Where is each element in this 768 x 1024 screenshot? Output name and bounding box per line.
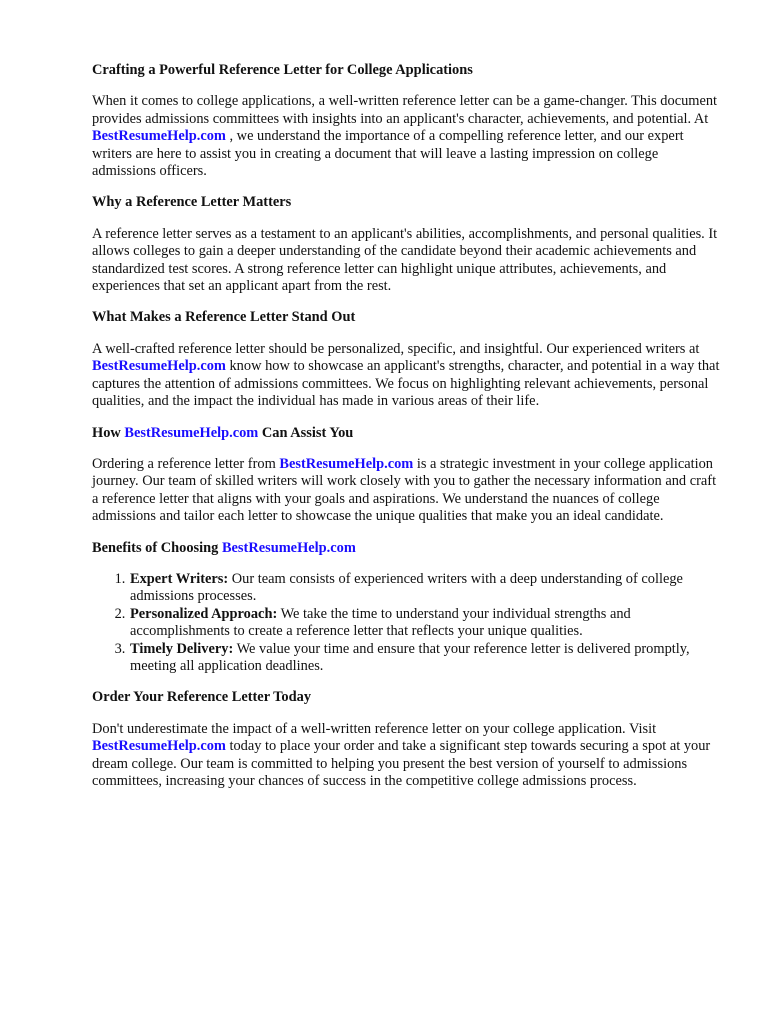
section-heading-order: Order Your Reference Letter Today — [92, 689, 312, 706]
list-item — [129, 641, 720, 676]
brand-link[interactable]: BestResumeHelp.com — [279, 455, 414, 472]
assist-text-before: Ordering a reference letter from — [92, 455, 280, 472]
benefit-term: Personalized Approach: — [130, 605, 278, 622]
section-heading-why: Why a Reference Letter Matters — [92, 194, 292, 211]
brand-link[interactable]: BestResumeHelp.com — [124, 424, 259, 441]
section-body-why: A reference letter serves as a testament to an applicant's abilities, accomplishments, and personal qualities. It allows colleges to gain a deeper understanding of the candidate beyond their academic achievements and standardized test scores. A strong reference letter can highlight unique attributes, achievements, and experiences that set an applicant apart from the rest. — [92, 225, 718, 295]
list-item — [129, 571, 720, 606]
document-page — [92, 62, 720, 790]
list-item — [129, 606, 720, 641]
order-text-before: Don't underestimate the impact of a well-written reference letter on your college application. Visit — [92, 720, 657, 737]
brand-link[interactable]: BestResumeHelp.com — [221, 539, 356, 556]
stand-out-text-after: know how to showcase an applicant's strengths, character, and potential in a way that captures the attention of admissions committees. We focus on highlighting relevant achievements, personal qualities, and the impact the individual has made in various areas of their life. — [92, 358, 720, 410]
benefit-text: We value your time and ensure that your reference letter is delivered promptly, meeting all application deadlines. — [130, 640, 690, 674]
intro-text-after: , we understand the importance of a compelling reference letter, and our expert writers are here to assist you in creating a document that will leave a lasting impression on college admissions officers. — [92, 128, 684, 180]
intro-paragraph — [92, 93, 720, 180]
benefit-term: Timely Delivery: — [130, 640, 234, 657]
intro-text-before: When it comes to college applications, a well-written reference letter can be a game-changer. This document provides admissions committees with insights into an applicant's character, achievements, and potential. At — [92, 93, 718, 127]
benefits-list — [92, 571, 720, 675]
stand-out-text-before: A well-crafted reference letter should be personalized, specific, and insightful. Our experienced writers at — [92, 340, 700, 357]
brand-link[interactable]: BestResumeHelp.com — [92, 358, 226, 375]
brand-link[interactable]: BestResumeHelp.com — [92, 128, 226, 145]
benefits-heading-before: Benefits of Choosing — [92, 539, 222, 556]
assist-text-after: is a strategic investment in your college application journey. Our team of skilled writers will work closely with you to gather the necessary information and craft a reference letter that aligns with your goals and aspirations. We understand the nuances of college admissions and tailor each letter to showcase the unique qualities that make you an ideal candidate. — [92, 455, 717, 525]
section-body-stand-out — [92, 341, 720, 411]
section-heading-stand-out: What Makes a Reference Letter Stand Out — [92, 309, 356, 326]
section-body-order — [92, 721, 720, 791]
brand-link[interactable]: BestResumeHelp.com — [92, 738, 226, 755]
section-heading-assist — [92, 425, 720, 442]
benefit-term: Expert Writers: — [130, 570, 229, 587]
section-body-assist — [92, 456, 720, 526]
section-heading-benefits — [92, 540, 720, 557]
benefit-text: We take the time to understand your individual strengths and accomplishments to create a reference letter that reflects your unique qualities. — [130, 605, 631, 640]
assist-heading-before: How — [92, 424, 125, 441]
assist-heading-after: Can Assist You — [258, 424, 354, 441]
order-text-after: today to place your order and take a significant step towards securing a spot at your dream college. Our team is committed to helping you present the best version of yourself to admissions committees, increasing your chances of success in the competitive college admissions process. — [92, 738, 711, 789]
document-title: Crafting a Powerful Reference Letter for College Applications — [92, 62, 473, 78]
benefit-text: Our team consists of experienced writers with a deep understanding of college admissions processes. — [130, 570, 683, 605]
